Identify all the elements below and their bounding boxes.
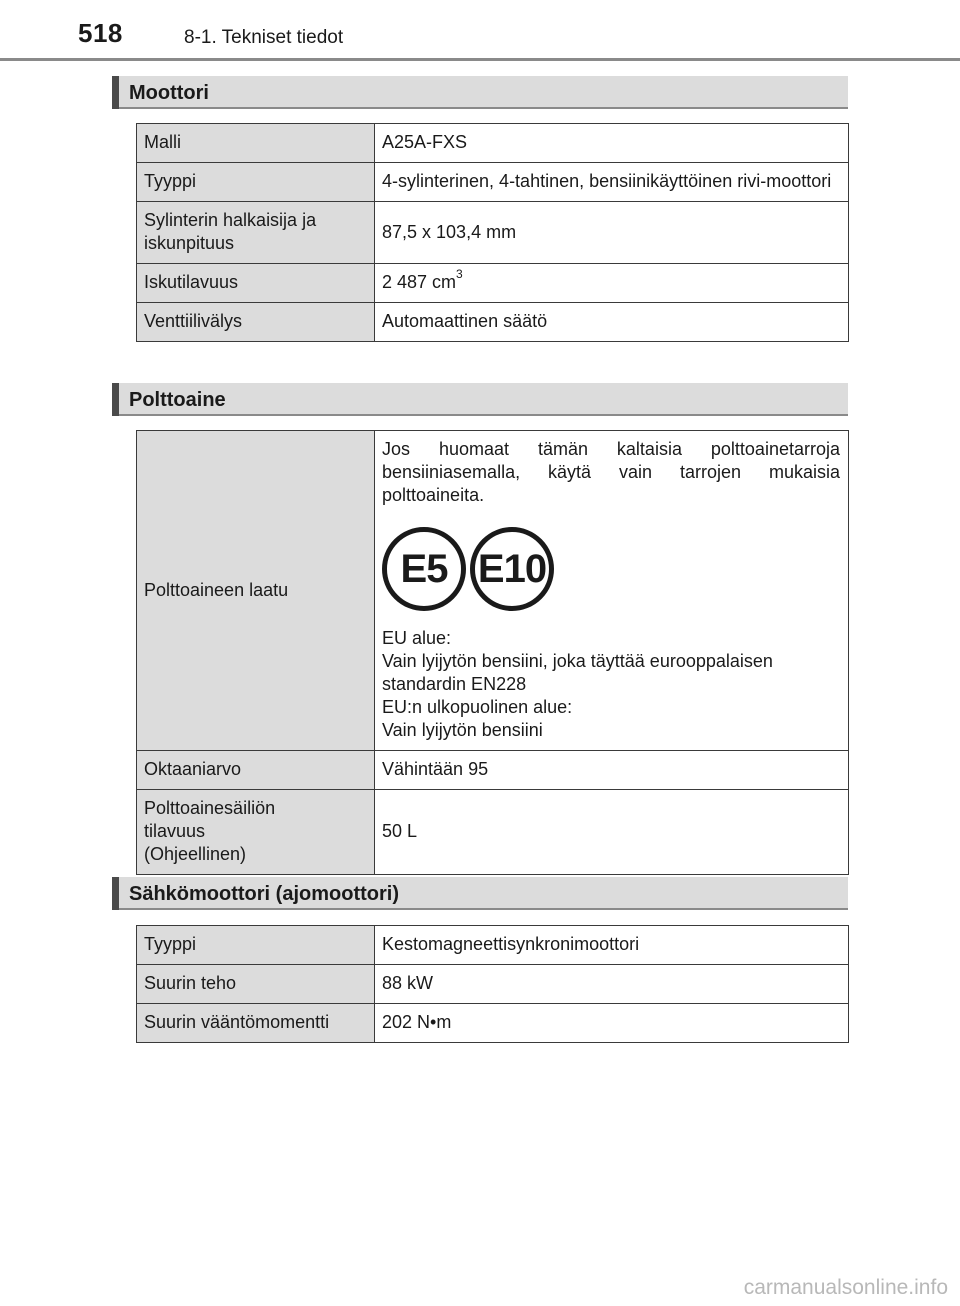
spec-key-line: Polttoainesäiliön	[144, 798, 276, 818]
spec-value: A25A-FXS	[375, 124, 849, 163]
non-eu-area-title: EU:n ulkopuolinen alue:	[382, 697, 573, 717]
spec-value: 87,5 x 103,4 mm	[375, 202, 849, 264]
spec-value	[375, 264, 849, 303]
spec-value: Vähintään 95	[375, 751, 849, 790]
motor-spec-table	[136, 925, 849, 1043]
spec-key-line: (Ohjeellinen)	[144, 844, 247, 864]
superscript-exponent: 3	[456, 267, 463, 281]
spec-key: Sylinterin halkaisija ja iskunpituus	[137, 202, 375, 264]
section-heading-marker	[112, 877, 119, 910]
spec-key: Venttiilivälys	[137, 303, 375, 342]
spec-value: 202 N•m	[375, 1004, 849, 1043]
spec-value: Automaattinen säätö	[375, 303, 849, 342]
spec-value: Kestomagneettisynkronimoottori	[375, 926, 849, 965]
section-heading-label: Sähkömoottori (ajomoottori)	[129, 883, 399, 905]
section-heading-label: Moottori	[129, 82, 209, 104]
header-divider	[0, 58, 960, 61]
spec-key: Oktaaniarvo	[137, 751, 375, 790]
spec-key: Polttoaineen laatu	[137, 431, 375, 751]
chapter-title: 8-1. Tekniset tiedot	[184, 27, 344, 48]
section-heading-marker	[112, 383, 119, 416]
site-watermark: carmanualsonline.info	[743, 1276, 948, 1299]
spec-key: Suurin vääntömomentti	[137, 1004, 375, 1043]
table-row	[137, 1004, 849, 1043]
section-heading-fuel	[112, 383, 848, 416]
non-eu-area-text: Vain lyijytön bensiini	[382, 720, 543, 740]
fuel-spec-table	[136, 430, 849, 875]
section-heading-engine	[112, 76, 848, 109]
fuel-label-intro: Jos huomaat tämän kaltaisia polttoainetarroja bensiiniasemalla, käytä vain tarrojen mukaisia polttoaineita.	[382, 439, 840, 505]
page-number: 518	[78, 18, 123, 48]
spec-key-line: tilavuus	[144, 821, 206, 841]
table-row	[137, 303, 849, 342]
spec-value: 4-sylinterinen, 4-tahtinen, bensiinikäyttöinen rivi-moottori	[375, 163, 849, 202]
fuel-label-e10-icon: E10	[470, 527, 554, 611]
table-row	[137, 163, 849, 202]
eu-area-title: EU alue:	[382, 628, 452, 648]
section-heading-motor	[112, 877, 848, 910]
spec-key: Tyyppi	[137, 926, 375, 965]
eu-area-text: Vain lyijytön bensiini, joka täyttää eurooppalaisen standardin EN228	[382, 651, 773, 694]
section-heading-marker	[112, 76, 119, 109]
table-row	[137, 926, 849, 965]
spec-value: 50 L	[375, 790, 849, 875]
spec-key	[137, 790, 375, 875]
table-row	[137, 965, 849, 1004]
table-row	[137, 264, 849, 303]
spec-key: Malli	[137, 124, 375, 163]
spec-key: Suurin teho	[137, 965, 375, 1004]
spec-key: Iskutilavuus	[137, 264, 375, 303]
spec-value: 88 kW	[375, 965, 849, 1004]
fuel-quality-cell	[375, 431, 849, 751]
spec-key: Tyyppi	[137, 163, 375, 202]
table-row	[137, 431, 849, 751]
section-heading-label: Polttoaine	[129, 389, 226, 411]
page-header	[0, 0, 960, 62]
table-row	[137, 790, 849, 875]
fuel-labels	[382, 527, 840, 611]
table-row	[137, 202, 849, 264]
table-row	[137, 751, 849, 790]
fuel-label-e5-icon: E5	[382, 527, 466, 611]
table-row	[137, 124, 849, 163]
engine-spec-table	[136, 123, 849, 342]
displacement-value: 2 487 cm	[382, 272, 457, 292]
